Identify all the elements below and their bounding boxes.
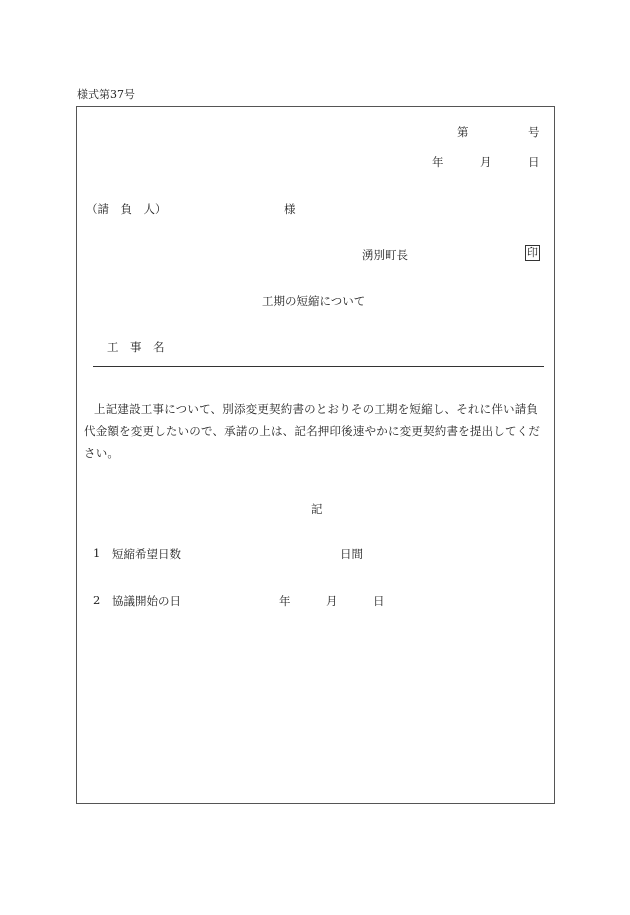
number-suffix: 号 [528, 125, 540, 139]
date-month: 月 [480, 155, 492, 169]
item-label-reduction-days: 短縮希望日数 [112, 547, 181, 561]
addressee-label: （請 負 人） [86, 202, 167, 216]
ki-marker: 記 [311, 502, 323, 516]
body-text [84, 398, 553, 464]
date-day: 日 [528, 155, 540, 169]
issuer-title: 湧別町長 [362, 248, 408, 262]
body-line: 代金額を変更したいので、承諾の上は、記名押印後速やかに変更契約書を提出してくだ [84, 424, 541, 438]
item-date-month: 月 [326, 594, 338, 608]
item-unit-days: 日間 [340, 547, 363, 561]
date-year: 年 [432, 155, 444, 169]
seal-label: 印 [527, 246, 538, 259]
project-name-line [93, 366, 544, 367]
item-number: 2 [93, 593, 101, 607]
document-title: 工期の短縮について [262, 294, 366, 308]
item-date-day: 日 [373, 594, 385, 608]
item-label-consultation-start: 協議開始の日 [112, 594, 181, 608]
item-number: 1 [93, 546, 101, 560]
number-prefix: 第 [457, 125, 469, 139]
body-line: さい。 [84, 446, 120, 460]
item-date-year: 年 [279, 594, 291, 608]
addressee-honorific: 様 [284, 202, 296, 216]
seal-mark [525, 245, 540, 261]
form-number: 様式第37号 [77, 88, 135, 101]
body-line: 上記建設工事について、別添変更契約書のとおりその工期を短縮し、それに伴い請負 [94, 402, 539, 416]
project-label: 工 事 名 [107, 340, 165, 354]
